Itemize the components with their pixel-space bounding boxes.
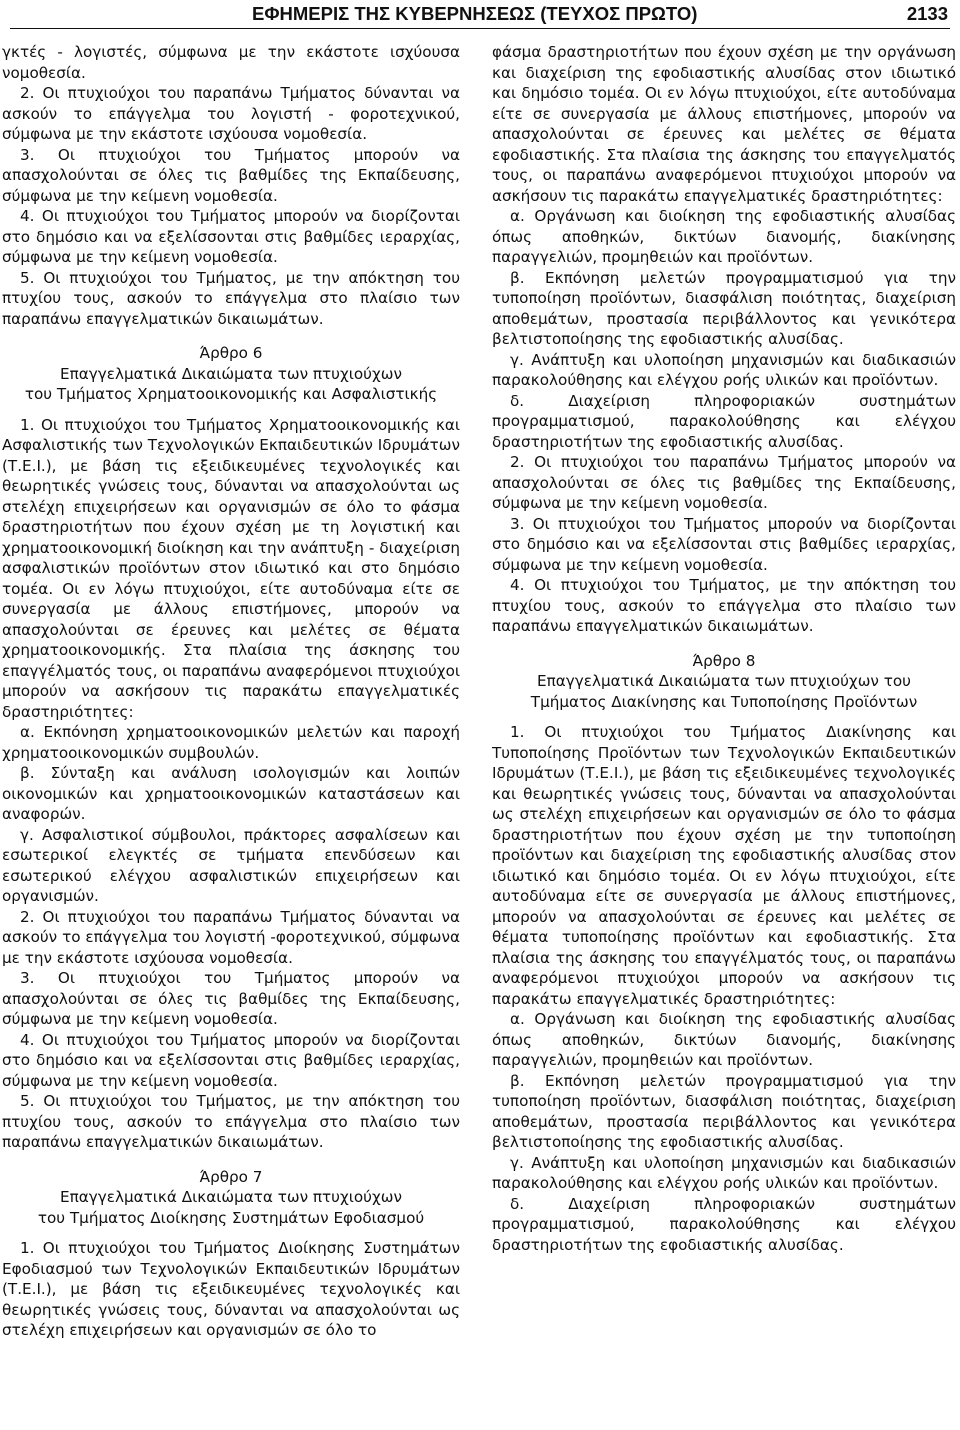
paragraph: φάσμα δραστηριοτήτων που έχουν σχέση με την οργάνωση και διαχείριση της εφοδιαστικής αλυσίδας στον ιδιωτικό και δημόσιο τομέα. Οι εν λόγω πτυχιούχοι, είτε αυτοδύναμα είτε σε συνεργασία με άλλους επιστήμονες, μπορούν να απασχολούνται σε έρευνες και μελέτες σε θέματα εφοδιαστικής. Στα πλαίσια της άσκησης του επαγγελματός τους, οι παραπάνω αναφερόμενοι πτυχιούχοι μπορούν να ασκήσουν τις παρακάτω επαγγελματικές δραστηριότητες:: [492, 43, 956, 205]
paragraph: 2. Οι πτυχιούχοι του παραπάνω Τμήματος μπορούν να απασχολούνται σε όλες τις βαθμίδες της Εκπαίδευσης, σύμφωνα με την κείμενη νομοθεσία.: [492, 453, 956, 512]
article-title: του Τμήματος Διοίκησης Συστημάτων Εφοδιασμού: [37, 1208, 425, 1227]
paragraph: β. Σύνταξη και ανάλυση ισολογισμών και λοιπών οικονομικών και χρηματοοικονομικών καταστάσεων και αναφορών.: [2, 764, 460, 823]
article-title: του Τμήματος Χρηματοοικονομικής και Ασφαλιστικής: [24, 385, 438, 403]
paragraph: 3. Οι πτυχιούχοι του Τμήματος μπορούν να απασχολούνται σε όλες τις βαθμίδες της Εκπαίδευσης, σύμφωνα με την κείμενη νομοθεσία.: [2, 969, 460, 1028]
page-header: [10, 0, 950, 29]
paragraph: γ. Ανάπτυξη και υλοποίηση μηχανισμών και διαδικασιών παρακολούθησης και ελέγχου ροής υλικών και προϊόντων.: [492, 350, 956, 389]
paragraph: 1. Οι πτυχιούχοι του Τμήματος Διακίνησης και Τυποποίησης Προϊόντων των Τεχνολογικών Εκπαιδευτικών Ιδρυμάτων (Τ.Ε.Ι.), με βάση τις εξειδικευμένες τεχνολογικές και θεωρητικές γνώσεις τους, δύνανται να απασχολούνται ως στελέχη επιχειρήσεων και οργανισμών σε όλο το φάσμα δραστηριοτήτων που έχουν σχέση με την τυποποίηση προϊόντων και διαχείριση της εφοδιαστικής αλυσίδας στον ιδιωτικό και δημόσιο τομέα. Οι εν λόγω πτυχιούχοι, είτε αυτοδύναμα είτε σε συνεργασία με άλλους επιστήμονες, μπορούν να απασχολούνται σε έρευνες και μελέτες σε θέματα τυποποίησης προϊόντων και εφοδιαστικής. Στα πλαίσια της άσκησης του επαγγέλματός τους, οι παραπάνω αναφερόμενοι πτυχιούχοι μπορούν να ασκήσουν τις παρακάτω επαγγελματικές δραστηριότητες:: [492, 723, 956, 1008]
left-column: [2, 42, 460, 1341]
paragraph: 4. Οι πτυχιούχοι του Τμήματος, με την απόκτηση του πτυχίου τους, ασκούν το επάγγελμα στο πλαίσιο των παραπάνω επαγγελματικών δικαιωμάτων.: [492, 576, 956, 635]
paragraph: β. Εκπόνηση μελετών προγραμματισμού για την τυποποίηση προϊόντων, διασφάλιση ποιότητας, διαχείριση αποθεμάτων, προστασία περιβάλλοντος και γενικότερα βελτιστοποίησης της εφοδιαστικής αλυσίδας.: [492, 268, 956, 348]
paragraph: 5. Οι πτυχιούχοι του Τμήματος, με την απόκτηση του πτυχίου τους, ασκούν το επάγγελμα στο πλαίσιο των παραπάνω επαγγελματικών δικαιωμάτων.: [2, 268, 460, 328]
gazette-title: ΕΦΗΜΕΡΙΣ ΤΗΣ ΚΥΒΕΡΝΗΣΕΩΣ (ΤΕΥΧΟΣ ΠΡΩΤΟ): [252, 3, 698, 24]
paragraph: γκτές - λογιστές, σύμφωνα με την εκάστοτε ισχύουσα νομοθεσία.: [2, 43, 460, 82]
page-number: 2133: [906, 3, 948, 24]
right-column: [492, 42, 956, 1255]
paragraph: 2. Οι πτυχιούχοι του παραπάνω Τμήματος δύνανται να ασκούν το επάγγελμα του λογιστή -φοροτεχνικού, σύμφωνα με την εκάστοτε ισχύουσα νομοθεσία.: [2, 907, 460, 967]
paragraph: α. Οργάνωση και διοίκηση της εφοδιαστικής αλυσίδας όπως αποθηκών, δικτύων διανομής, διακίνησης παραγγελιών, προμηθειών και προϊόντων.: [492, 207, 956, 266]
paragraph: δ. Διαχείριση πληροφοριακών συστημάτων προγραμματισμού, παρακολούθησης και ελέγχου δραστηριοτήτων της εφοδιαστικής αλυσίδας.: [492, 391, 956, 451]
paragraph: γ. Ασφαλιστικοί σύμβουλοι, πράκτορες ασφαλίσεων και εσωτερικοί ελεγκτές σε τμήματα επενδύσεων και εσωτερικού ελέγχου ασφαλιστικών επιχειρήσεων και οργανισμών.: [2, 825, 460, 905]
article-title: Επαγγελματικά Δικαιώματα των πτυχιούχων: [60, 364, 402, 383]
paragraph: β. Εκπόνηση μελετών προγραμματισμού για την τυποποίηση προϊόντων, διασφάλιση ποιότητας, διαχείριση αποθεμάτων, προστασία περιβάλλοντος και γενικότερα βελτιστοποίησης της εφοδιαστικής αλυσίδας.: [492, 1071, 956, 1151]
paragraph: 3. Οι πτυχιούχοι του Τμήματος μπορούν να διορίζονται στο δημόσιο και να εξελίσσονται στις βαθμίδες ιεραρχίας, σύμφωνα με την κείμενη νομοθεσία.: [492, 514, 956, 574]
paragraph: γ. Ανάπτυξη και υλοποίηση μηχανισμών και διαδικασιών παρακολούθησης και ελέγχου ροής υλικών και προϊόντων.: [492, 1153, 956, 1192]
paragraph: 2. Οι πτυχιούχοι του παραπάνω Τμήματος δύνανται να ασκούν το επάγγελμα του λογιστή - φοροτεχνικού, σύμφωνα με την εκάστοτε ισχύουσα νομοθεσία.: [2, 84, 460, 143]
article-heading: Άρθρο 8: [692, 651, 756, 670]
article-title: Επαγγελματικά Δικαιώματα των πτυχιούχων του: [537, 672, 911, 690]
article-title: Επαγγελματικά Δικαιώματα των πτυχιούχων: [60, 1188, 402, 1206]
paragraph: 3. Οι πτυχιούχοι του Τμήματος μπορούν να απασχολούνται σε όλες τις βαθμίδες της Εκπαίδευσης, σύμφωνα με την κείμενη νομοθεσία.: [2, 145, 460, 205]
paragraph: α. Οργάνωση και διοίκηση της εφοδιαστικής αλυσίδας όπως αποθηκών, δικτύων διανομής, διακίνησης παραγγελιών, προμηθειών και προϊόντων.: [492, 1010, 956, 1069]
article-title: Τμήματος Διακίνησης και Τυποποίησης Προϊόντων: [530, 692, 918, 711]
paragraph: 5. Οι πτυχιούχοι του Τμήματος, με την απόκτηση του πτυχίου τους, ασκούν το επάγγελμα στο πλαίσιο των παραπάνω επαγγελματικών δικαιωμάτων.: [2, 1092, 460, 1151]
article-heading: Άρθρο 7: [199, 1167, 263, 1186]
paragraph: 4. Οι πτυχιούχοι του Τμήματος μπορούν να διορίζονται στο δημόσιο και να εξελίσσονται στις βαθμίδες ιεραρχίας, σύμφωνα με την κείμενη νομοθεσία.: [2, 207, 460, 266]
paragraph: δ. Διαχείριση πληροφοριακών συστημάτων προγραμματισμού, παρακολούθησης και ελέγχου δραστηριοτήτων της εφοδιαστικής αλυσίδας.: [492, 1194, 956, 1254]
paragraph: 1. Οι πτυχιούχοι του Τμήματος Διοίκησης Συστημάτων Εφοδιασμού των Τεχνολογικών Εκπαιδευτικών Ιδρυμάτων (Τ.Ε.Ι.), με βάση τις εξειδικευμένες τεχνολογικές και θεωρητικές γνώσεις τους, δύνανται να απασχολούνται ως στελέχη επιχειρήσεων και οργανισμών σε όλο το: [2, 1239, 460, 1339]
paragraph: 4. Οι πτυχιούχοι του Τμήματος μπορούν να διορίζονται στο δημόσιο και να εξελίσσονται στις βαθμίδες ιεραρχίας, σύμφωνα με την κείμενη νομοθεσία.: [2, 1030, 460, 1090]
article-heading: Άρθρο 6: [199, 344, 263, 362]
paragraph: 1. Οι πτυχιούχοι του Τμήματος Χρηματοοικονομικής και Ασφαλιστικής των Τεχνολογικών Εκπαιδευτικών Ιδρυμάτων (Τ.Ε.Ι.), με βάση τις εξειδικευμένες τεχνολογικές και θεωρητικές γνώσεις τους, δύνανται να απασχολούνται ως στελέχη επιχειρήσεων και οργανισμών σε όλο το φάσμα δραστηριοτήτων που έχουν σχέση με τη λογιστική και χρηματοοικονομική διοίκηση και την ανάπτυξη - διαχείριση ασφαλιστικών προϊόντων στον ιδιωτικό και στο δημόσιο τομέα. Οι εν λόγω πτυχιούχοι, είτε αυτοδύναμα είτε σε συνεργασία με άλλους επιστήμονες, μπορούν να απασχολούνται σε έρευνες και μελέτες σε θέματα χρηματοοικονομικής. Στα πλαίσια της άσκησης του επαγγέλματός τους, οι παραπάνω αναφερόμενοι πτυχιούχοι μπορούν να ασκήσουν τις παρακάτω επαγγελματικές δραστηριότητες:: [2, 415, 460, 721]
paragraph: α. Εκπόνηση χρηματοοικονομικών μελετών και παροχή χρηματοοικονομικών συμβουλών.: [2, 723, 460, 762]
